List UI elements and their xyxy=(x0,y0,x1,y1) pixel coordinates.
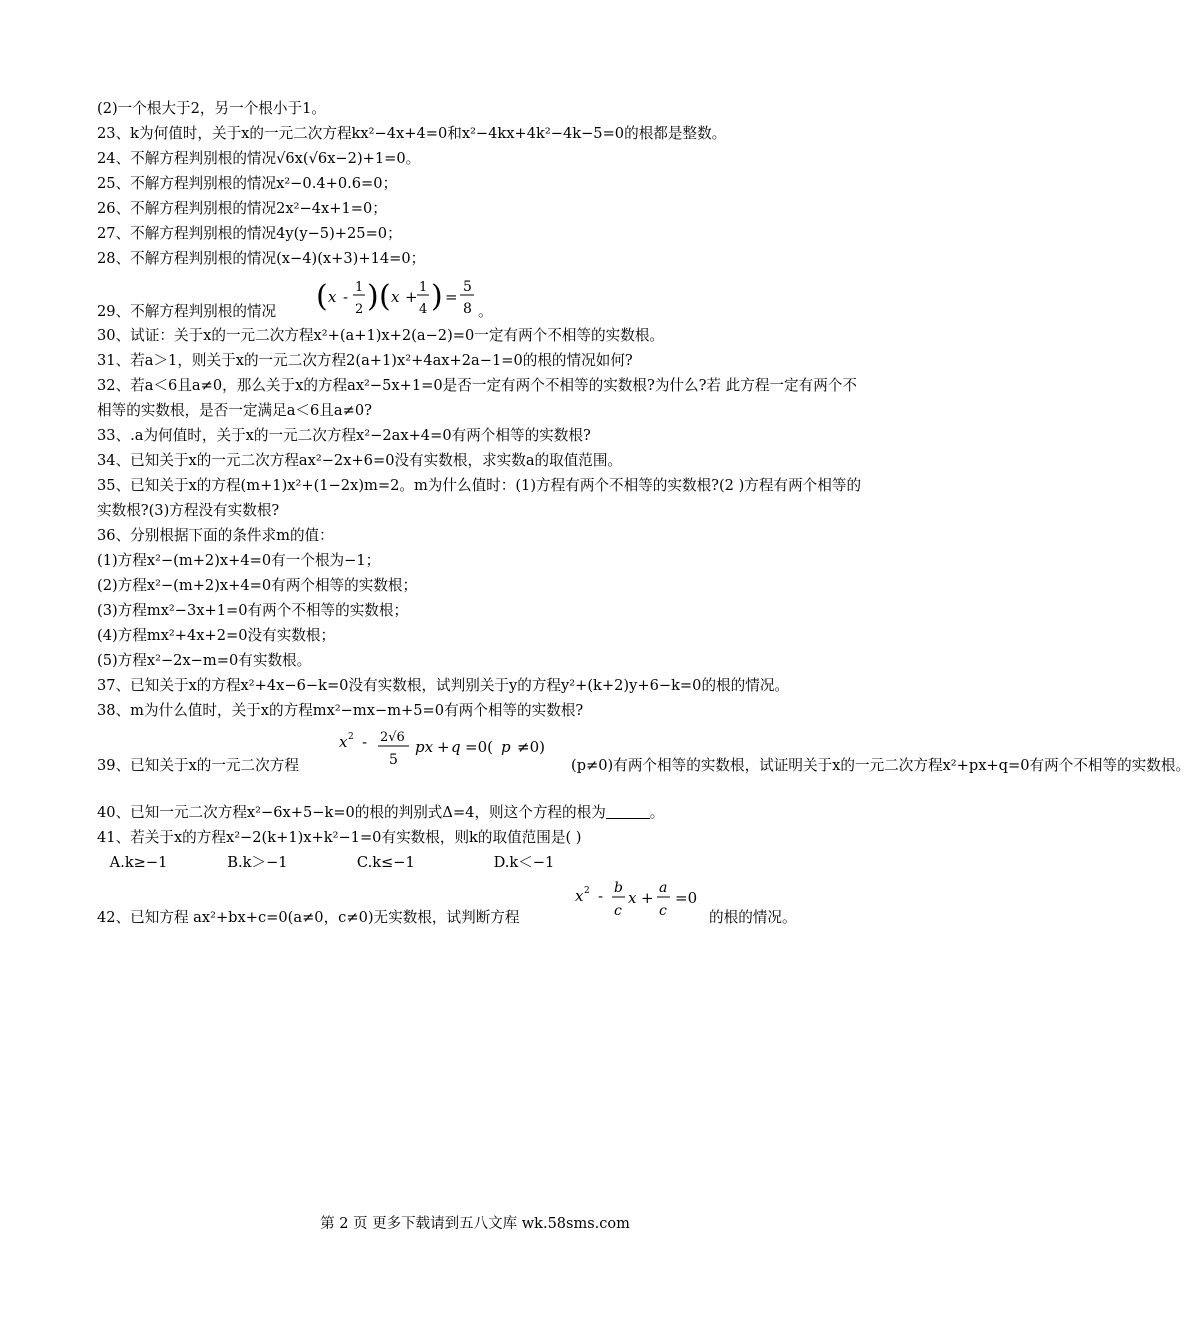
svg-text:x: x xyxy=(339,733,348,751)
q39 xyxy=(97,723,1190,775)
q42-equation xyxy=(573,875,713,929)
q36-1: (1)方程x²−(m+2)x+4=0有一个根为−1； xyxy=(97,552,381,569)
q35: 35、已知关于x的方程(m+1)x²+(1−2x)m=2。m为什么值时：(1)方程有两个不相等的实数根?(2 )方程有两个相等的实数根?(3)方程没有实数根? xyxy=(97,477,862,519)
q42 xyxy=(97,875,867,931)
svg-text:px: px xyxy=(415,738,434,756)
q39-text: 39、已知关于x的一元二次方程 xyxy=(97,757,299,774)
svg-text:x: x xyxy=(575,887,584,905)
q36: 36、分别根据下面的条件求m的值： xyxy=(97,527,334,544)
q38: 38、m为什么值时，关于x的方程mx²−mx−m+5=0有两个相等的实数根? xyxy=(97,702,584,719)
q30: 30、试证：关于x的一元二次方程x²+(a+1)x+2(a−2)=0一定有两个不相等的实数根。 xyxy=(97,327,665,344)
option-a[interactable]: A.k≥−1 xyxy=(109,854,168,871)
q39-equation xyxy=(337,725,569,775)
svg-text:): ) xyxy=(431,279,443,314)
q33: 33、.a为何值时，关于x的一元二次方程x²−2ax+4=0有两个相等的实数根? xyxy=(97,427,591,444)
svg-text:8: 8 xyxy=(463,301,472,317)
q41: 41、若关于x的方程x²−2(k+1)x+k²−1=0有实数根，则k的取值范围是( ) xyxy=(97,829,582,846)
option-c[interactable]: C.k≤−1 xyxy=(356,854,415,871)
q36-3: (3)方程mx²−3x+1=0有两个不相等的实数根； xyxy=(97,602,409,619)
svg-text:-: - xyxy=(598,887,604,905)
svg-text:1: 1 xyxy=(419,280,428,295)
svg-text:+: + xyxy=(641,889,654,907)
svg-text:=0(: =0( xyxy=(465,738,493,756)
svg-text:b: b xyxy=(614,880,623,896)
q29-text: 29、不解方程判别根的情况 xyxy=(97,303,277,320)
svg-text:(: ( xyxy=(316,279,328,314)
q39-tail: (p≠0)有两个相等的实数根，试证明关于x的一元二次方程x²+px+q=0有两个不相等的实数根。 xyxy=(571,757,1190,774)
q29-equation xyxy=(312,271,482,323)
answer-blank[interactable] xyxy=(606,804,650,819)
svg-text:2: 2 xyxy=(584,886,590,896)
svg-text:2: 2 xyxy=(355,302,364,317)
svg-text:2: 2 xyxy=(348,732,354,742)
line-22-2: (2)一个根大于2，另一个根小于1。 xyxy=(97,100,326,117)
q40-text: 40、已知一元二次方程x²−6x+5−k=0的根的判别式Δ=4，则这个方程的根为 xyxy=(97,804,606,821)
q40: 40、已知一元二次方程x²−6x+5−k=0的根的判别式Δ=4，则这个方程的根为 。 xyxy=(97,804,665,821)
q28: 28、不解方程判别根的情况(x−4)(x+3)+14=0； xyxy=(97,250,426,267)
svg-text:=0: =0 xyxy=(675,889,698,907)
svg-text:5: 5 xyxy=(463,279,472,295)
q37: 37、已知关于x的方程x²+4x−6−k=0没有实数根，试判别关于y的方程y²+(k+2)y+6−k=0的根的情况。 xyxy=(97,677,790,694)
svg-text:1: 1 xyxy=(355,280,364,295)
q24: 24、不解方程判别根的情况√6x(√6x−2)+1=0。 xyxy=(97,150,421,167)
svg-text:+: + xyxy=(437,738,450,756)
q31: 31、若a＞1，则关于x的一元二次方程2(a+1)x²+4ax+2a−1=0的根的情况如何? xyxy=(97,352,633,369)
q36-2: (2)方程x²−(m+2)x+4=0有两个相等的实数根； xyxy=(97,577,418,594)
svg-text:2√6: 2√6 xyxy=(380,730,405,745)
svg-text:5: 5 xyxy=(389,752,398,768)
q23: 23、k为何值时，关于x的一元二次方程kx²−4x+4=0和x²−4kx+4k²−4k−5=0的根都是整数。 xyxy=(97,125,727,142)
document-body xyxy=(97,96,1190,931)
svg-text:a: a xyxy=(659,880,668,896)
page-footer: 第 2 页 更多下载请到五八文库 wk.58sms.com xyxy=(320,1216,630,1232)
option-b[interactable]: B.k＞−1 xyxy=(227,854,288,871)
svg-text:-: - xyxy=(343,288,349,306)
q36-4: (4)方程mx²+4x+2=0没有实数根； xyxy=(97,627,336,644)
q27: 27、不解方程判别根的情况4y(y−5)+25=0； xyxy=(97,225,402,242)
q36-5: (5)方程x²−2x−m=0有实数根。 xyxy=(97,652,312,669)
svg-text:x: x xyxy=(628,889,637,907)
option-d[interactable]: D.k＜−1 xyxy=(493,854,555,871)
svg-text:=: = xyxy=(445,288,458,306)
svg-text:c: c xyxy=(659,903,667,919)
q32: 32、若a＜6且a≠0，那么关于x的方程ax²−5x+1=0是否一定有两个不相等的实数根?为什么?若 此方程一定有两个不相等的实数根，是否一定满足a＜6且a≠0? xyxy=(97,377,857,419)
q25: 25、不解方程判别根的情况x²−0.4+0.6=0； xyxy=(97,175,398,192)
svg-text:): ) xyxy=(367,279,379,314)
svg-text:≠0): ≠0) xyxy=(517,738,545,756)
q41-options xyxy=(97,850,867,875)
q42-text: 42、已知方程 ax²+bx+c=0(a≠0，c≠0)无实数根，试判断方程 xyxy=(97,909,520,926)
svg-text:c: c xyxy=(614,903,622,919)
q26: 26、不解方程判别根的情况2x²−4x+1=0； xyxy=(97,200,387,217)
svg-text:x: x xyxy=(328,288,337,306)
svg-text:x: x xyxy=(391,288,400,306)
q42-tail: 的根的情况。 xyxy=(709,909,797,926)
svg-text:(: ( xyxy=(379,279,391,314)
q34: 34、已知关于x的一元二次方程ax²−2x+6=0没有实数根，求实数a的取值范围。 xyxy=(97,452,623,469)
svg-text:q: q xyxy=(451,738,461,756)
svg-text:4: 4 xyxy=(419,302,428,317)
svg-text:p: p xyxy=(501,738,511,756)
svg-text:-: - xyxy=(362,733,368,751)
svg-text:+: + xyxy=(405,288,418,306)
q29: 29、不解方程判别根的情况 ( x - 1 2 ) ( x + 1 4 ) = 5 8 。 xyxy=(97,271,867,323)
